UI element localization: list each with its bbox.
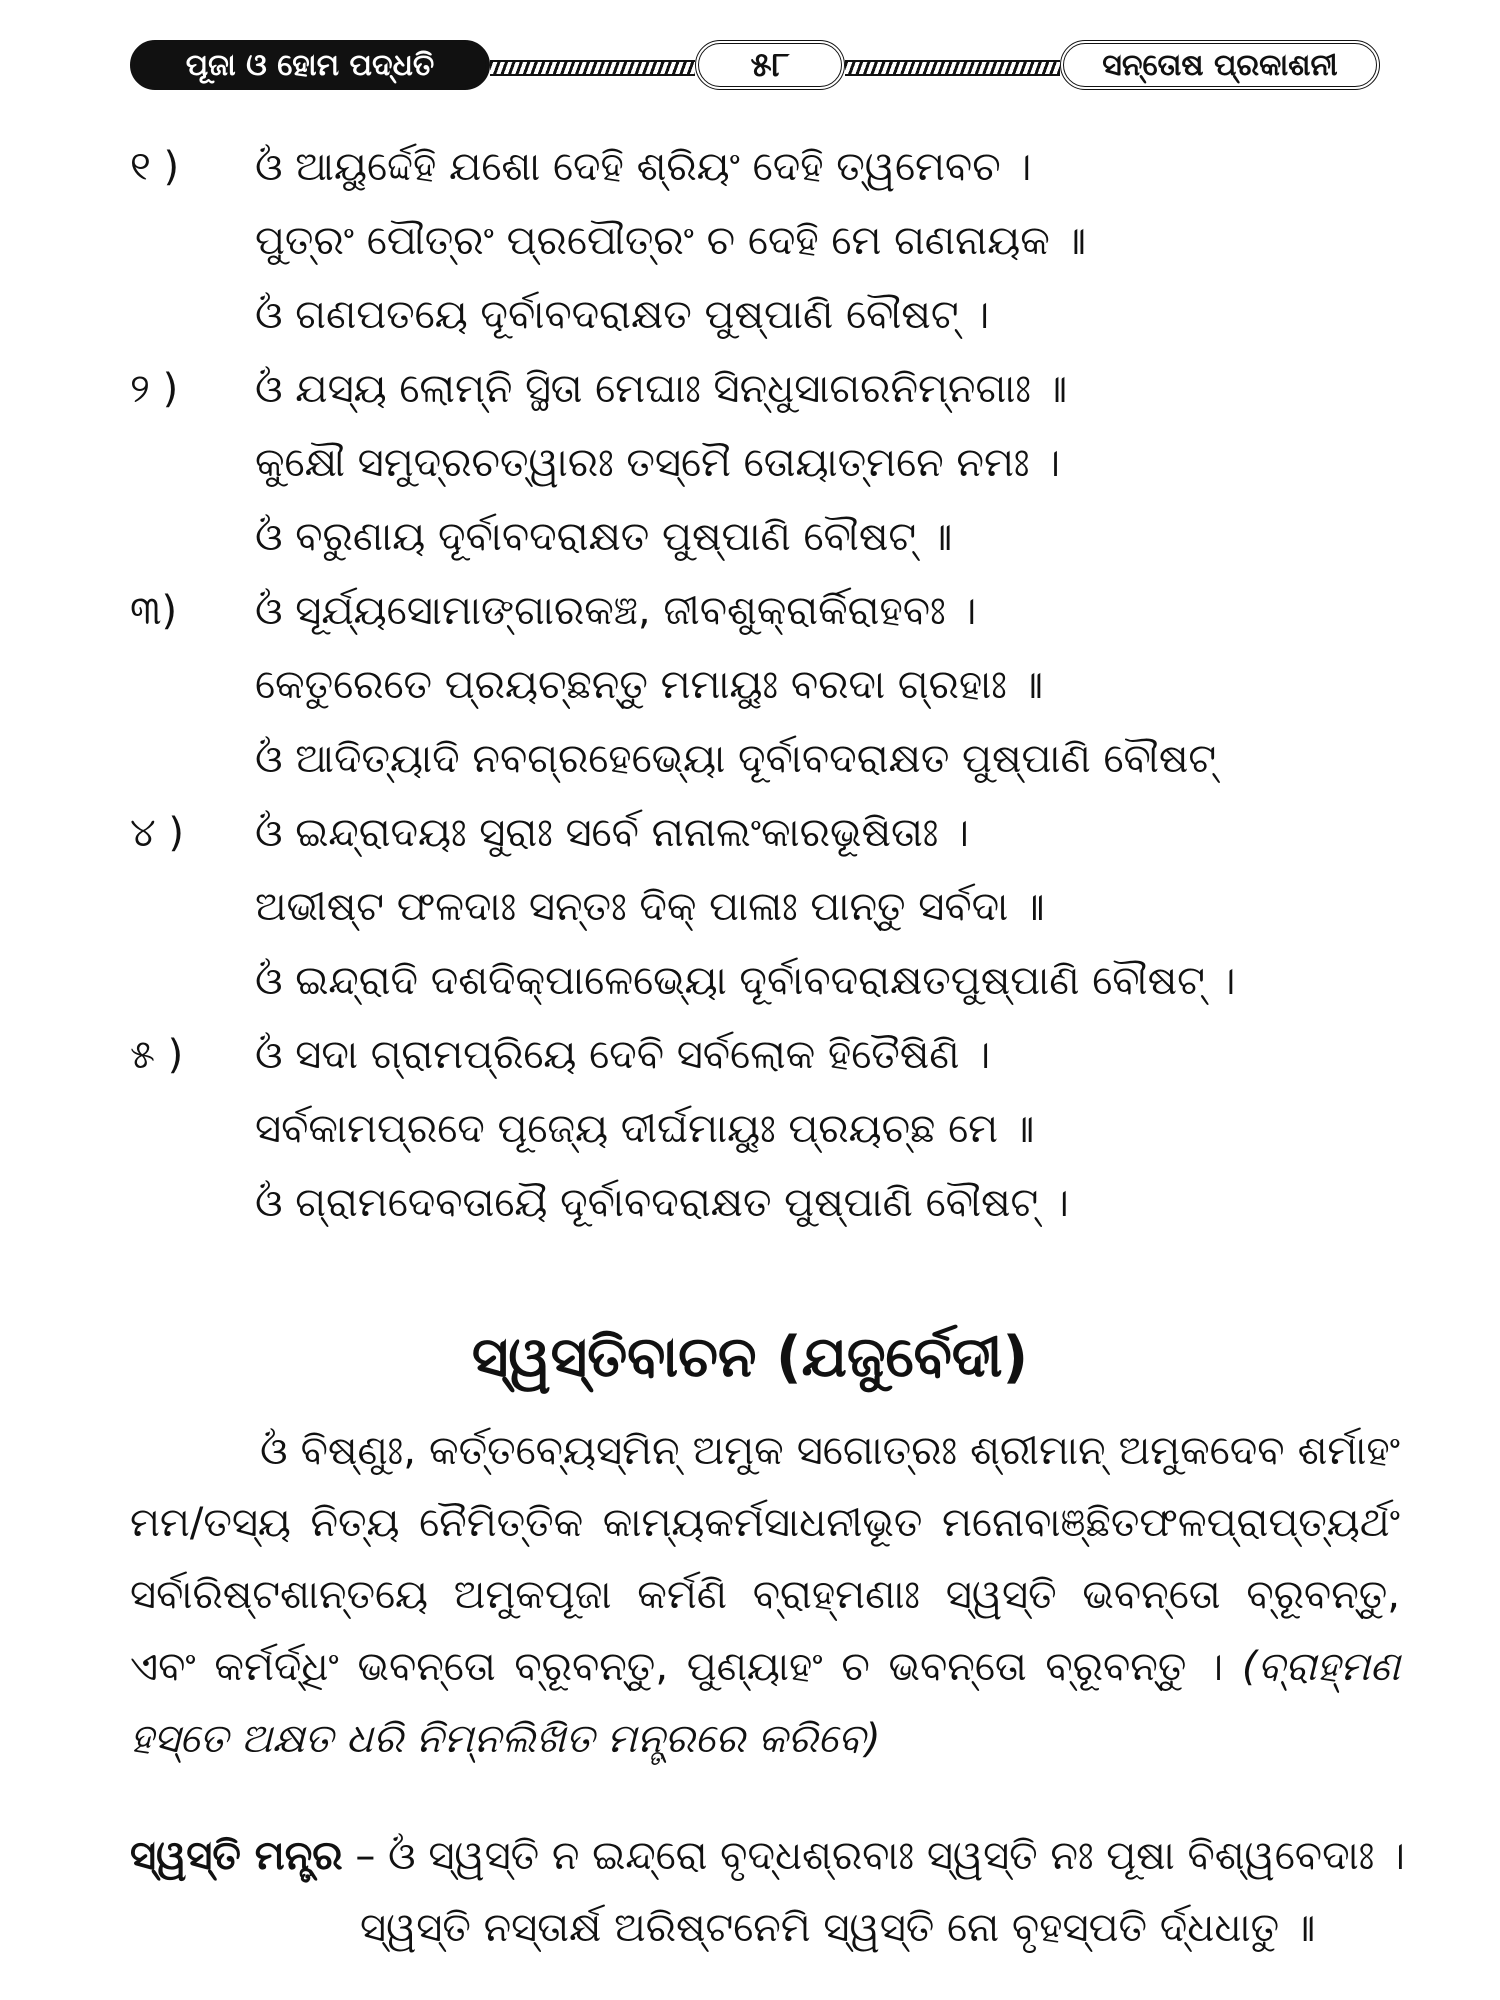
verse-list xyxy=(130,130,1400,1240)
book-title: ପୂଜା ଓ ହୋମ ପଦ୍ଧତି xyxy=(130,40,490,90)
instruction-text: (ବ୍ରାହ୍ମଣ ହସ୍ତେ ଅକ୍ଷତ ଧରି ନିମ୍ନଲିଖିତ ମନ୍ତ୍ରରେ କରିବେ) xyxy=(130,1644,1400,1762)
verse-number: ୧ ) xyxy=(130,144,180,190)
verse-line xyxy=(130,1092,1400,1166)
mantra-line-1 xyxy=(130,1820,1405,1892)
verse-line xyxy=(130,574,1400,648)
header-rope-divider xyxy=(490,60,695,76)
mantra-text: – ଓଁ ସ୍ୱସ୍ତି ନ ଇନ୍ଦ୍ରୋ ବୃଦ୍ଧଶ୍ରବାଃ ସ୍ୱସ୍ତି ନଃ ପୂଷା ବିଶ୍ୱବେଦାଃ । xyxy=(355,1833,1405,1879)
paragraph-text: ଓଁ ବିଷ୍ଣୁଃ, କର୍ତ୍ତବ୍ୟେସ୍ମିନ୍ ଅମୁକ ସଗୋତ୍ରଃ ଶ୍ରୀମାନ୍ ଅମୁକଦେବ ଶର୍ମାହଂ ମମ/ତସ୍ୟ ନିତ୍ୟ ନୈମିତ୍ତିକ କାମ୍ୟକର୍ମସାଧନୀଭୂତ ମନୋବାଞ୍ଛିତଫଳପ୍ରାପ୍ତ୍ୟର୍ଥଂ ସର୍ବାରିଷ୍ଟଶାନ୍ତୟେ ଅମୁକପୂଜା କର୍ମଣି ବ୍ରାହ୍ମଣାଃ ସ୍ୱସ୍ତି ଭବନ୍ତୋ ବ୍ରୂବନ୍ତୁ, ଏବଂ କର୍ମର୍ଦ୍ଧିଂ ଭବନ୍ତୋ ବ୍ରୂବନ୍ତୁ, ପୁଣ୍ୟାହଂ ଚ ଭବନ୍ତୋ ବ୍ରୂବନ୍ତୁ । xyxy=(130,1428,1400,1690)
verse-text: ଓଁ ସୂର୍ଯ୍ୟସୋମାଙ୍ଗାରକଞ୍ଚ, ଜୀବଶୁକ୍ରାର୍କିରାହବଃ । xyxy=(255,588,977,634)
verse-line xyxy=(130,352,1400,426)
swastivachan-paragraph xyxy=(130,1415,1400,1775)
verse-text: ଓଁ ଯସ୍ୟ ଲୋମ୍ନି ସ୍ଥିତା ମେଘାଃ ସିନ୍ଧୁସାଗରନିମ୍ନଗାଃ ॥ xyxy=(255,366,1068,412)
verse-text: ସର୍ବକାମପ୍ରଦେ ପୂଜ୍ୟେ ଦୀର୍ଘମାୟୁଃ ପ୍ରୟଚ୍ଛ ମେ ॥ xyxy=(255,1106,1035,1152)
verse-text: କେତୁରେତେ ପ୍ରୟଚ୍ଛନ୍ତୁ ମମାୟୁଃ ବରଦା ଗ୍ରହାଃ ॥ xyxy=(255,662,1044,708)
verse-line xyxy=(130,1166,1400,1240)
verse-line xyxy=(130,796,1400,870)
verse-text: ଓଁ ଇନ୍ଦ୍ରାଦୟଃ ସୁରାଃ ସର୍ବେ ନାନାଲଂକାରଭୂଷିତାଃ । xyxy=(255,810,970,856)
verse-line xyxy=(130,944,1400,1018)
page-header xyxy=(130,40,1380,94)
verse-line xyxy=(130,870,1400,944)
verse-line xyxy=(130,130,1400,204)
verse-text: ଓଁ ଗ୍ରାମଦେବତାୟୈ ଦୂର୍ବାବଦରାକ୍ଷତ ପୁଷ୍ପାଣି ବୌଷଟ୍ । xyxy=(255,1180,1069,1226)
verse-line xyxy=(130,648,1400,722)
verse-text: ଓଁ ସଦା ଗ୍ରାମପ୍ରିୟେ ଦେବି ସର୍ବଲୋକ ହିତୈଷିଣି । xyxy=(255,1032,991,1078)
verse-line xyxy=(130,204,1400,278)
verse-line xyxy=(130,500,1400,574)
publisher-name: ସନ୍ତୋଷ ପ୍ରକାଶନୀ xyxy=(1060,40,1380,90)
verse-line xyxy=(130,722,1400,796)
verse-line xyxy=(130,426,1400,500)
verse-text: ଓଁ ଆୟୁର୍ଦ୍ଦେହି ଯଶୋ ଦେହି ଶ୍ରିୟଂ ଦେହି ତ୍ୱମେବଚ । xyxy=(255,144,1032,190)
page-number: ୫୮ xyxy=(695,40,845,90)
verse-line xyxy=(130,1018,1400,1092)
verse-text: କୁକ୍ଷୌ ସମୁଦ୍ରଚତ୍ୱାରଃ ତସ୍ମୈ ତୋୟାତ୍ମନେ ନମଃ । xyxy=(255,440,1061,486)
header-rope-divider xyxy=(845,60,1060,76)
verse-text: ଓଁ ବରୁଣାୟ ଦୂର୍ବାବଦରାକ୍ଷତ ପୁଷ୍ପାଣି ବୌଷଟ୍ ॥ xyxy=(255,514,953,560)
verse-text: ଓଁ ଗଣପତୟେ ଦୂର୍ବାବଦରାକ୍ଷତ ପୁଷ୍ପାଣି ବୌଷଟ୍ । xyxy=(255,292,990,338)
verse-text: ଓଁ ଇନ୍ଦ୍ରାଦି ଦଶଦିକ୍‌ପାଳେଭ୍ୟୋ ଦୂର୍ବାବଦରାକ୍ଷତପୁଷ୍ପାଣି ବୌଷଟ୍ । xyxy=(255,958,1236,1004)
verse-text: ପୁତ୍ରଂ ପୌତ୍ରଂ ପ୍ରପୌତ୍ରଂ ଚ ଦେହି ମେ ଗଣନାୟକ ॥ xyxy=(255,218,1087,264)
verse-text: ଓଁ ଆଦିତ୍ୟାଦି ନବଗ୍ରହେଭ୍ୟୋ ଦୂର୍ବାବଦରାକ୍ଷତ ପୁଷ୍ପାଣି ବୌଷଟ୍ xyxy=(255,736,1217,782)
verse-line xyxy=(130,278,1400,352)
verse-text: ଅଭୀଷ୍ଟ ଫଳଦାଃ ସନ୍ତଃ ଦିକ୍ ପାଳାଃ ପାନ୍ତୁ ସର୍ବଦା ॥ xyxy=(255,884,1045,930)
mantra-label: ସ୍ୱସ୍ତି ମନ୍ତ୍ର xyxy=(130,1833,343,1879)
mantra-text: ସ୍ୱସ୍ତି ନସ୍ତାର୍କ୍ଷ ଅରିଷ୍ଟନେମି ସ୍ୱସ୍ତି ନୋ ବୃହସ୍ପତି ର୍ଦ୍ଧଧାତୁ ॥ xyxy=(360,1905,1316,1951)
verse-number: ୪ ) xyxy=(130,810,184,856)
verse-number: ୨ ) xyxy=(130,366,179,412)
section-heading: ସ୍ୱସ୍ତିବାଚନ (ଯଜୁର୍ବେଦୀ) xyxy=(471,1325,1029,1390)
mantra-line-2 xyxy=(360,1892,1400,1964)
verse-number: ୫ ) xyxy=(130,1032,184,1078)
verse-number: ୩) xyxy=(130,588,178,634)
